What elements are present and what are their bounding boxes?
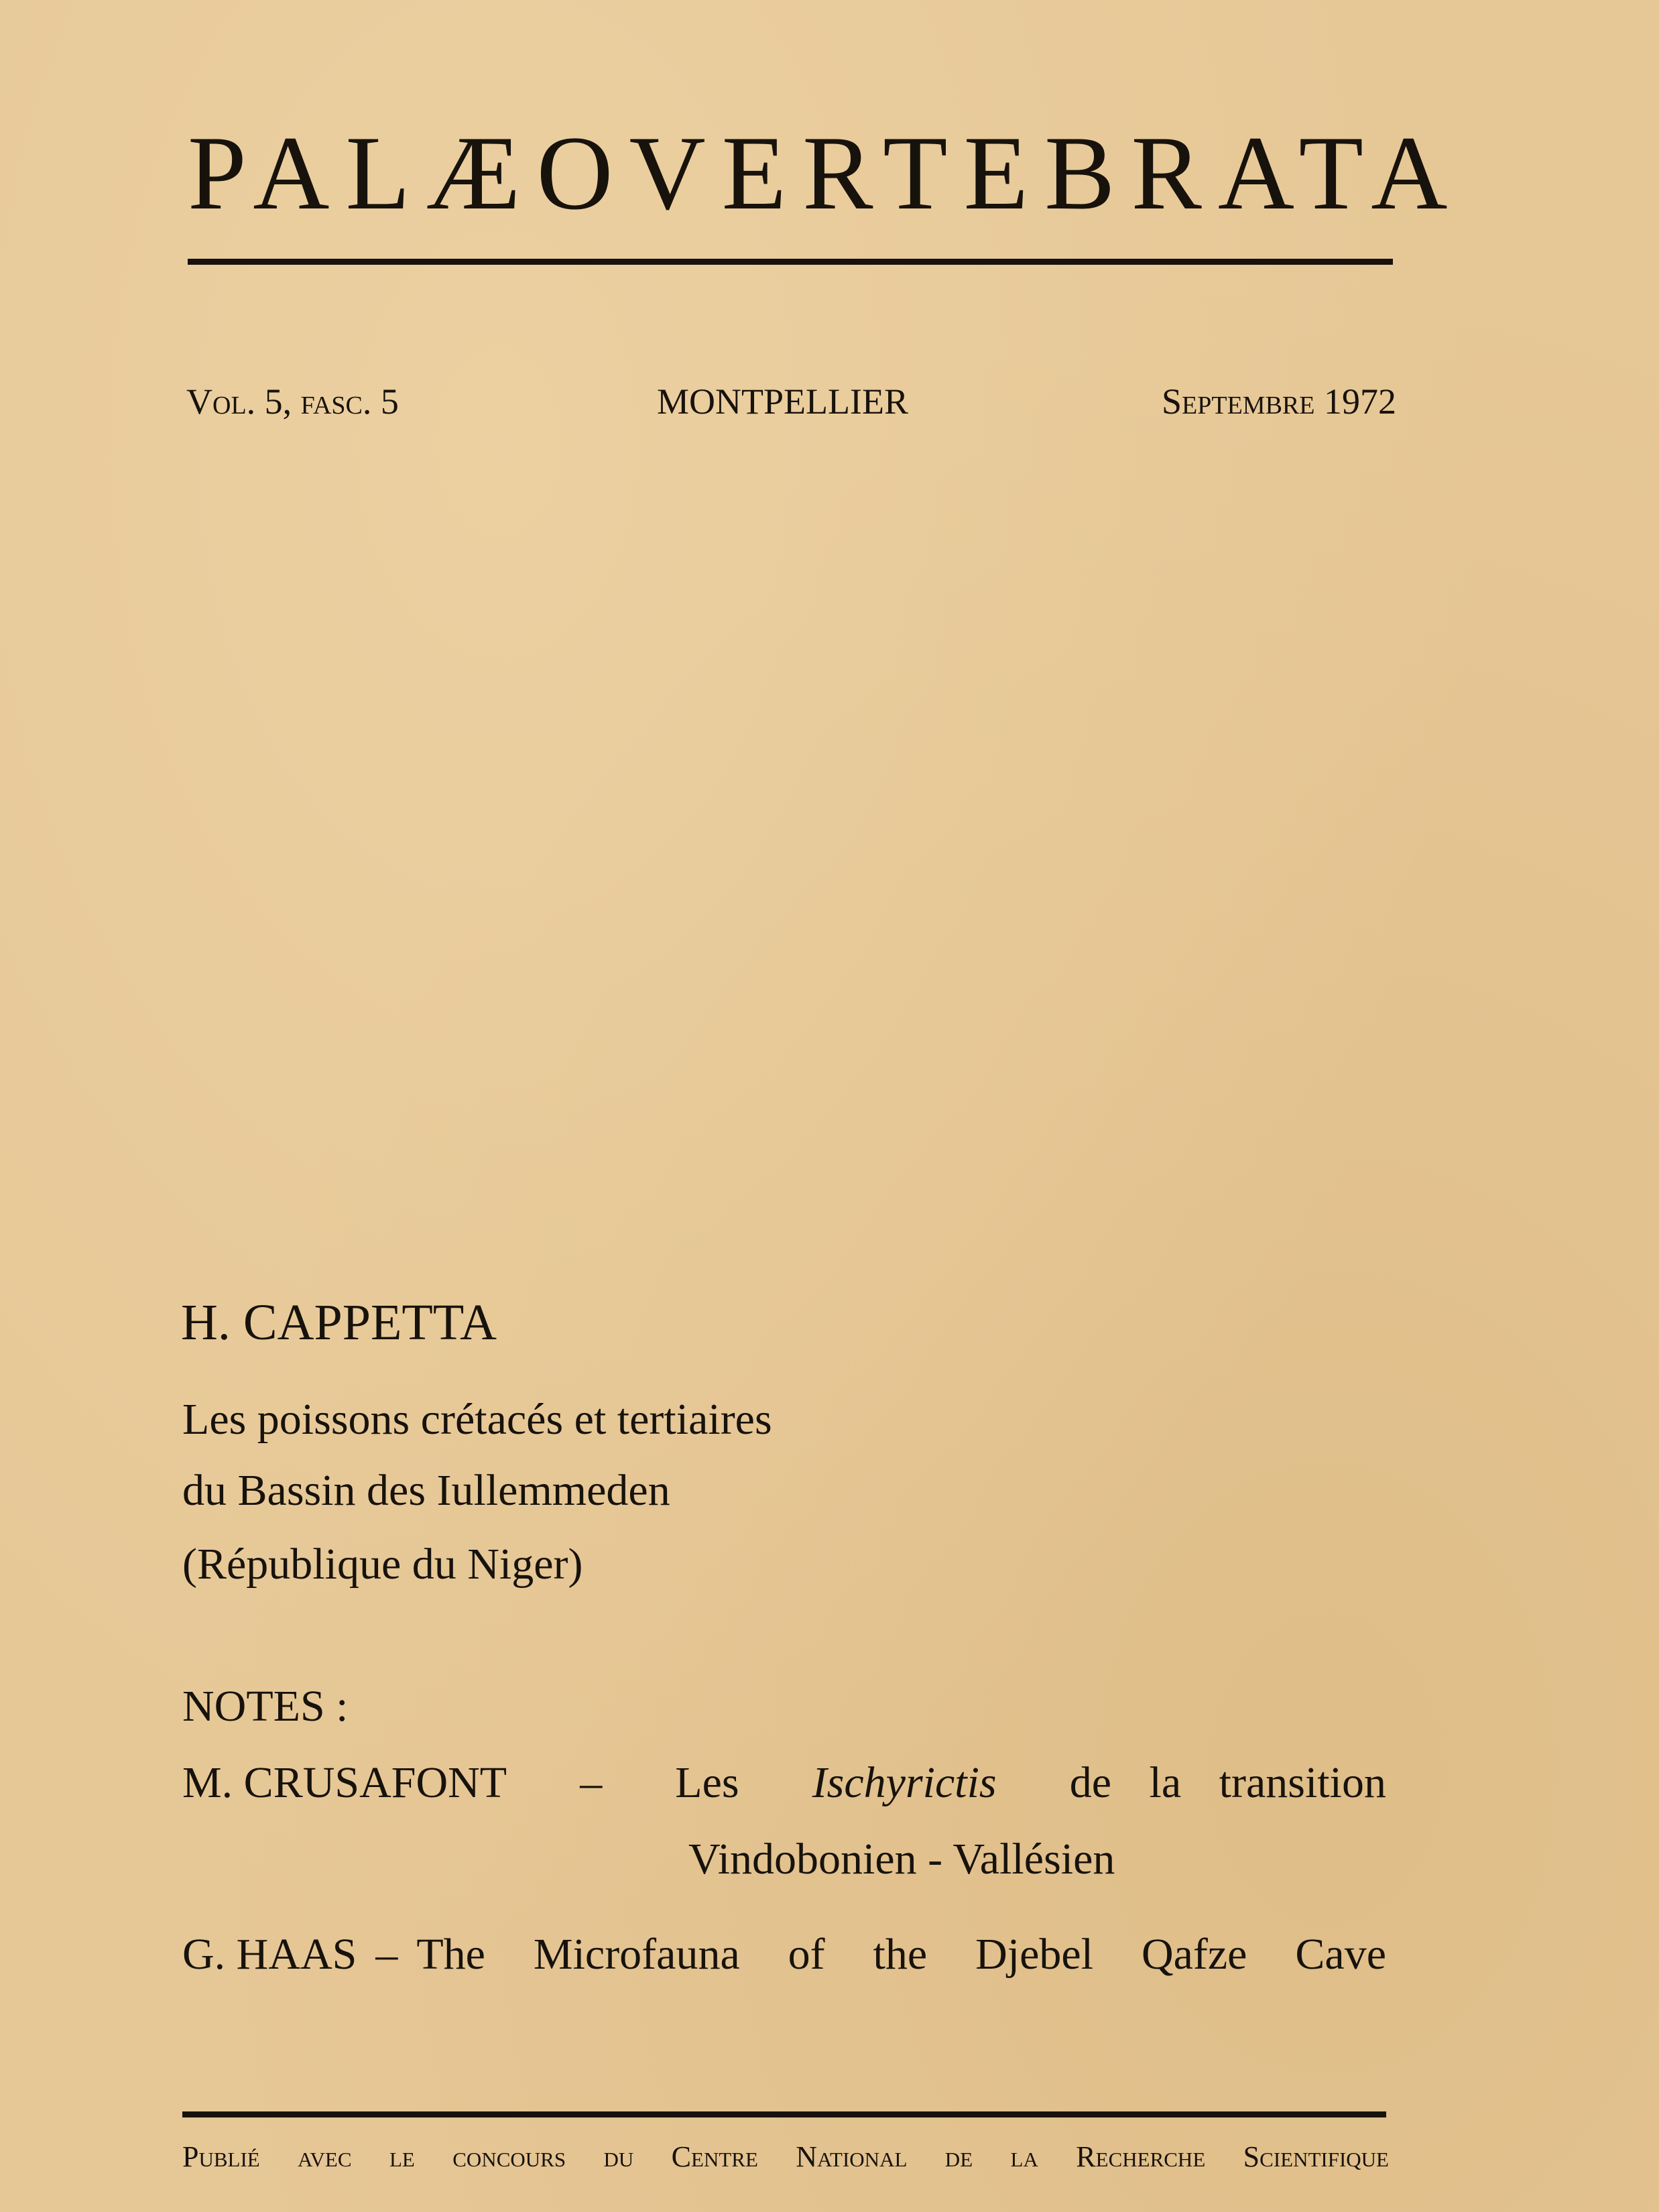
bottom-rule xyxy=(182,2111,1386,2117)
note-title-word: Les xyxy=(675,1758,739,1807)
main-title-line: Les poissons crétacés et tertiaires xyxy=(182,1395,772,1444)
note-title: The Microfauna of the Djebel Qafze Cave xyxy=(416,1930,1386,1979)
issue-date: Septembre 1972 xyxy=(1162,381,1396,422)
city: MONTPELLIER xyxy=(657,381,908,422)
note-dash: – xyxy=(580,1758,603,1807)
note-title-italic: Ischyrictis xyxy=(812,1758,997,1807)
volume-info: Vol. 5, fasc. 5 xyxy=(186,381,399,422)
note-title-rest: de la transition xyxy=(1069,1758,1386,1807)
note-item-crusafont xyxy=(182,1758,1386,1808)
notes-heading: NOTES : xyxy=(182,1682,349,1731)
top-rule xyxy=(188,259,1393,265)
note-author: M. CRUSAFONT xyxy=(182,1758,507,1807)
publisher-footer: Publié avec le concours du Centre National de la Recherche Scientifique xyxy=(182,2140,1389,2173)
note-dash: – xyxy=(375,1930,398,1979)
journal-title: PALÆOVERTEBRATA xyxy=(188,115,1464,232)
main-title-line: (République du Niger) xyxy=(182,1540,583,1589)
note-author: G. HAAS xyxy=(182,1930,357,1979)
main-title-line: du Bassin des Iullemmeden xyxy=(182,1466,670,1515)
note-item-haas xyxy=(182,1929,1386,1980)
note-title-line2: Vindobonien - Vallésien xyxy=(688,1835,1115,1884)
main-author: H. CAPPETTA xyxy=(181,1294,497,1351)
